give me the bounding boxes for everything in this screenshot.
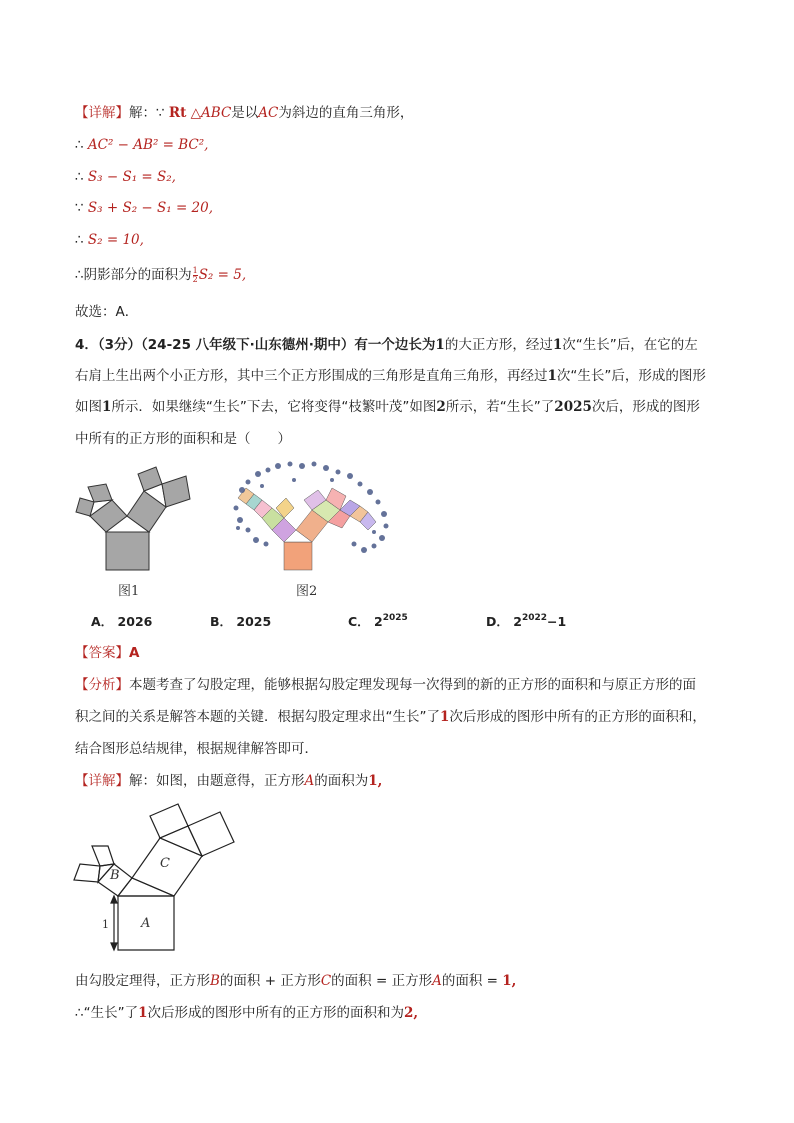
number-2025: 2025 [554, 399, 592, 415]
question-text: 如图 [75, 399, 102, 415]
question-line-4: 中所有的正方形的面积和是（ ） [75, 431, 291, 447]
fig3-square-c2 [188, 812, 234, 856]
square-a-label: A [304, 773, 315, 789]
question-line-2 [75, 367, 706, 385]
detail1-text1: 是以 [231, 105, 259, 121]
rt-label: Rt [168, 105, 187, 121]
square-a-label: A [432, 973, 442, 989]
label-c: C [160, 856, 170, 871]
fraction-numerator: 1 [192, 265, 198, 275]
equation-1-body: AC² − AB² = BC², [87, 137, 209, 153]
final-text: 的面积 + 正方形 [219, 973, 321, 989]
final-text: ∴“生长”了 [75, 1005, 139, 1021]
option-d-tail: −1 [547, 614, 567, 629]
equation-3 [75, 199, 213, 217]
question-text: 次后，形成的图形 [591, 399, 700, 415]
analysis-tag: 【分析】 [75, 677, 129, 693]
square-b-label: B [210, 973, 220, 989]
detail1-line1 [75, 104, 413, 122]
analysis-text: 次后形成的图形中所有的正方形的面积和， [449, 709, 706, 725]
final-text: 由勾股定理得，正方形 [75, 973, 210, 989]
therefore-symbol: ∴ [75, 169, 84, 185]
because-symbol: ∵ [156, 105, 165, 121]
analysis-text: 本题考查了勾股定理，能够根据勾股定理发现每一次得到的新的正方形的面积和与原正方形的面 [129, 677, 696, 693]
number-one: 1, [368, 773, 383, 789]
option-b-value: 2025 [236, 614, 272, 629]
question-text: 的大正方形，经过 [444, 337, 553, 353]
choose-line: 故选：A． [75, 304, 139, 320]
option-b[interactable] [210, 612, 271, 630]
equation-4-body: S₂ = 10, [87, 232, 144, 248]
final-line-2 [75, 1004, 418, 1022]
option-c-label: C． [348, 614, 370, 629]
final-text: 的面积 = [441, 973, 498, 989]
segment-ac: AC [258, 105, 279, 121]
final-line-1 [75, 972, 516, 990]
question-text: 右肩上生出两个小正方形，其中三个正方形围成的三角形是直角三角形，再经过 [75, 368, 548, 384]
option-c-base: 2 [374, 614, 383, 629]
fig3-triangle [118, 878, 174, 896]
final-text: 的面积 = 正方形 [331, 973, 433, 989]
figure-3-labeled-tree [70, 802, 240, 954]
number-one: 1 [435, 337, 445, 353]
figure-1-caption: 图1 [118, 584, 140, 599]
analysis-line-1 [75, 676, 696, 694]
figure-2-fractal-tree [232, 460, 397, 580]
fig3-square-c1 [150, 804, 188, 838]
question-text: 所示，若“生长”了 [445, 399, 555, 415]
option-b-label: B． [210, 614, 233, 629]
question-text: 次“生长”后，形成的图形 [556, 368, 706, 384]
equation-4 [75, 231, 144, 249]
question-line-3 [75, 398, 700, 416]
equation-2-body: S₃ − S₁ = S₂, [87, 169, 176, 185]
fig1-square-a [106, 532, 149, 570]
option-c[interactable] [348, 612, 408, 630]
detail-tag: 【详解】 [75, 105, 129, 121]
question-line-1 [75, 336, 698, 354]
triangle-abc: ABC [201, 105, 232, 121]
option-a[interactable] [91, 612, 152, 630]
fig3-square-b1 [74, 864, 100, 882]
figure-2-caption: 图2 [296, 584, 318, 599]
shaded-area-text: ∴阴影部分的面积为 [75, 267, 192, 283]
option-d-base: 2 [513, 614, 522, 629]
question-text: 所示．如果继续“生长”下去，它将变得“枝繁叶茂”如图 [111, 399, 437, 415]
equation-1 [75, 136, 208, 154]
analysis-text: 积之间的关系是解答本题的关键．根据勾股定理求出“生长”了 [75, 709, 440, 725]
label-a: A [141, 916, 151, 931]
final-text: 次后形成的图形中所有的正方形的面积和为 [147, 1005, 404, 1021]
detail-tag: 【详解】 [75, 773, 129, 789]
question-header: 4．（3分）（24-25 八年级下·山东德州·期中）有一个边长为 [75, 337, 436, 353]
answer-value: A [129, 645, 140, 661]
option-d-exponent: 2022 [521, 613, 548, 623]
fig3-side-arrow [111, 896, 117, 950]
number-one: 1 [440, 709, 450, 725]
fig1-square-c2 [162, 476, 190, 507]
number-one: 1 [102, 399, 112, 415]
analysis-line-2 [75, 708, 706, 726]
detail1-text2: 为斜边的直角三角形， [278, 105, 414, 121]
number-one: 1 [138, 1005, 148, 1021]
answer-tag: 【答案】 [75, 645, 129, 661]
number-one: 1 [547, 368, 557, 384]
number-two: 2 [436, 399, 446, 415]
therefore-symbol: ∴ [75, 137, 84, 153]
equation-2 [75, 168, 176, 186]
fig1-square-b2 [88, 484, 112, 502]
option-a-label: A． [91, 614, 114, 629]
answer-line [75, 644, 139, 662]
shaded-area-equation: S₂ = 5, [198, 267, 247, 283]
shaded-area-line [75, 266, 246, 284]
label-b: B [110, 868, 120, 883]
option-c-exponent: 2025 [382, 613, 408, 623]
fig3-square-b2 [92, 846, 114, 866]
figure-1-pythagoras-tree [70, 462, 195, 576]
equation-3-body: S₃ + S₂ − S₁ = 20, [87, 200, 214, 216]
question-text: 次“生长”后，在它的左 [562, 337, 698, 353]
triangle-symbol: △ [190, 105, 202, 121]
detail2-text: 的面积为 [314, 773, 369, 789]
option-d[interactable] [486, 612, 566, 630]
therefore-symbol: ∴ [75, 232, 84, 248]
option-d-label: D． [486, 614, 509, 629]
square-c-label: C [320, 973, 332, 989]
fig2-base-square [284, 542, 312, 570]
number-two: 2, [403, 1005, 419, 1021]
fraction-denominator: 2 [192, 274, 198, 284]
half-fraction [193, 267, 198, 284]
analysis-line-3: 结合图形总结规律，根据规律解答即可． [75, 741, 318, 757]
because-symbol: ∵ [75, 200, 84, 216]
detail2-line [75, 772, 382, 790]
option-a-value: 2026 [117, 614, 153, 629]
label-side-length: 1 [102, 918, 109, 931]
number-one: 1 [552, 337, 563, 353]
detail2-text: 解：如图，由题意得，正方形 [129, 773, 305, 789]
detail1-intro: 解： [129, 105, 156, 121]
number-one: 1, [502, 973, 517, 989]
fig3-triangle-c [160, 826, 202, 856]
